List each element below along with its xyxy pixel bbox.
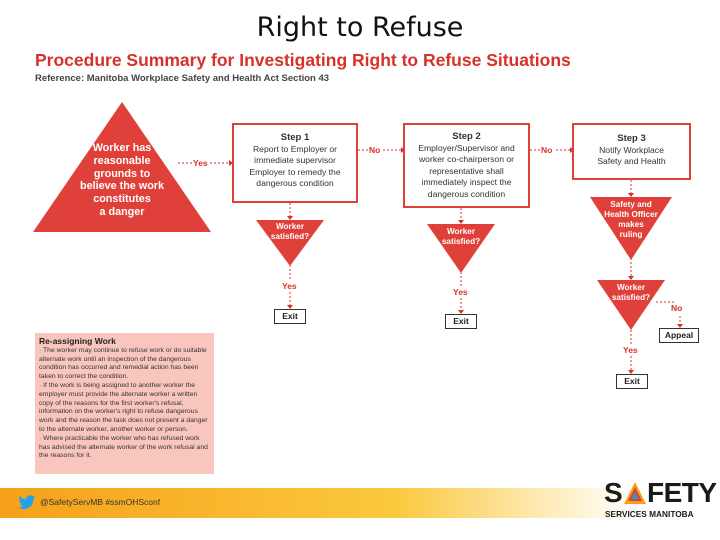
step-text: dangerous condition bbox=[427, 188, 506, 199]
step-text: worker co-chairperson or bbox=[418, 154, 515, 164]
yes-label: Yes bbox=[282, 281, 297, 291]
slide-title: Right to Refuse bbox=[256, 12, 464, 43]
reassigning-work-panel bbox=[35, 333, 214, 474]
exit-box: Exit bbox=[274, 309, 306, 324]
step-3-box bbox=[572, 123, 691, 180]
decision-text: Worker satisfied? bbox=[441, 227, 481, 246]
step-2-box bbox=[403, 123, 530, 208]
decision-text: Worker satisfied? bbox=[611, 283, 651, 302]
no-label: No bbox=[541, 145, 553, 155]
step-text: immediately inspect the bbox=[421, 177, 512, 187]
start-condition-text: Worker has reasonable grounds to believe the work constitutes a danger bbox=[79, 142, 164, 218]
step-text: Report to Employer or bbox=[252, 143, 338, 154]
exit-box: Exit bbox=[445, 314, 477, 329]
appeal-box: Appeal bbox=[659, 328, 699, 343]
step-text: Employer to remedy the bbox=[249, 166, 341, 177]
step-title: Step 1 bbox=[280, 132, 310, 143]
panel-point: · The worker may continue to refuse work or do suitable alternate work until an inspection of the dangerous condition has occurred and remedial action has been taken to correct the condition. bbox=[39, 346, 207, 381]
step-text: Employer/Supervisor and bbox=[418, 142, 515, 153]
reference-text: Reference: Manitoba Workplace Safety and Health Act Section 43 bbox=[35, 73, 330, 84]
step-text: Notify Workplace bbox=[599, 144, 664, 155]
logo-letter-s: S bbox=[604, 477, 623, 508]
officer-ruling-text: Safety and Health Officer makes ruling bbox=[604, 200, 658, 239]
step-title: Step 3 bbox=[617, 133, 646, 144]
no-label: No bbox=[369, 145, 381, 155]
diagram-heading: Procedure Summary for Investigating Right to Refuse Situations bbox=[35, 50, 571, 70]
step-1-box bbox=[232, 123, 358, 203]
step-text: dangerous condition bbox=[256, 178, 334, 188]
step-text: immediate supervisor bbox=[254, 155, 336, 165]
no-label: No bbox=[671, 303, 683, 313]
logo-word: FETY bbox=[647, 477, 717, 508]
twitter-bird-icon bbox=[18, 495, 36, 510]
safety-services-logo bbox=[604, 477, 717, 523]
step-text: representative shall bbox=[429, 165, 504, 176]
yes-label: Yes bbox=[453, 287, 468, 297]
twitter-handle: @SafetyServMB #ssmOHSconf bbox=[40, 497, 161, 507]
yes-label: Yes bbox=[193, 158, 208, 168]
logo-triangle-a-icon bbox=[623, 481, 647, 505]
step-title: Step 2 bbox=[452, 131, 481, 142]
panel-point: · If the work is being assigned to another worker the employer must provide the alternate worker a written copy of the reasons for the first worker's refusal, information on the worker's right to refuse dangerous work and the reason the task does not present a danger to the alternate worker, another worker or person. bbox=[39, 381, 208, 433]
step-text: Safety and Health bbox=[597, 156, 666, 166]
yes-label: Yes bbox=[623, 345, 638, 355]
exit-box: Exit bbox=[616, 374, 648, 389]
panel-point: · Where practicable the worker who has refused work has advised the alternate worker of the work refusal and the reasons for it. bbox=[39, 434, 208, 460]
logo-subtitle: SERVICES MANITOBA bbox=[605, 509, 694, 519]
panel-heading: Re-assigning Work bbox=[39, 336, 116, 346]
decision-text: Worker satisfied? bbox=[270, 222, 310, 241]
